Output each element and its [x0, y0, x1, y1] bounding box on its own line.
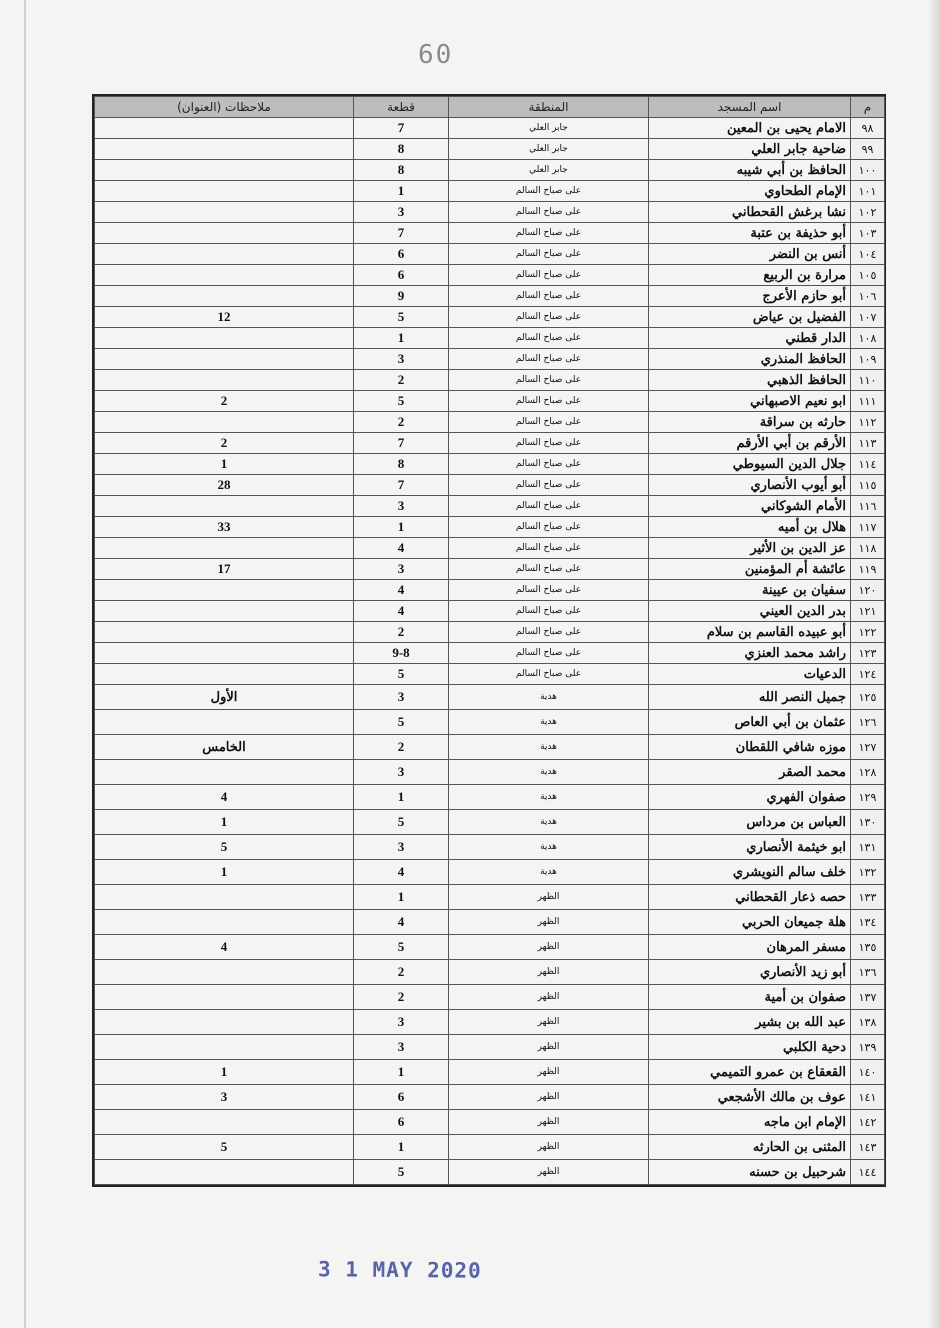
table-row — [95, 475, 885, 496]
cell-row-number: ١٢٨ — [851, 760, 885, 785]
cell-area-name: على صباح السالم — [449, 454, 649, 475]
cell-plot-number: 1 — [354, 517, 449, 538]
header-num: م — [851, 97, 885, 118]
cell-area-name: هدية — [449, 835, 649, 860]
cell-mosque-name: الدعيات — [649, 664, 851, 685]
table-row — [95, 985, 885, 1010]
cell-plot-number: 5 — [354, 935, 449, 960]
cell-plot-number: 2 — [354, 735, 449, 760]
cell-notes — [95, 223, 354, 244]
table-row — [95, 643, 885, 664]
cell-mosque-name: جلال الدين السيوطي — [649, 454, 851, 475]
cell-plot-number: 5 — [354, 307, 449, 328]
cell-row-number: ١٠١ — [851, 181, 885, 202]
cell-notes — [95, 118, 354, 139]
header-notes: ملاحظات (العنوان) — [95, 97, 354, 118]
cell-plot-number: 2 — [354, 412, 449, 433]
cell-area-name: هدية — [449, 785, 649, 810]
cell-notes — [95, 710, 354, 735]
cell-notes — [95, 244, 354, 265]
cell-mosque-name: الإمام الطحاوي — [649, 181, 851, 202]
cell-mosque-name: أبو عبيده القاسم بن سلام — [649, 622, 851, 643]
cell-mosque-name: عوف بن مالك الأشجعي — [649, 1085, 851, 1110]
cell-area-name: الظهر — [449, 1085, 649, 1110]
cell-area-name: على صباح السالم — [449, 412, 649, 433]
cell-area-name: جابر العلي — [449, 160, 649, 181]
cell-plot-number: 3 — [354, 496, 449, 517]
cell-mosque-name: حارثه بن سراقة — [649, 412, 851, 433]
cell-row-number: ١١٧ — [851, 517, 885, 538]
cell-row-number: ١٢٦ — [851, 710, 885, 735]
cell-plot-number: 3 — [354, 559, 449, 580]
table-row — [95, 307, 885, 328]
page-margin-line — [24, 0, 26, 1328]
cell-row-number: ١٣٤ — [851, 910, 885, 935]
cell-area-name: الظهر — [449, 885, 649, 910]
table-row — [95, 349, 885, 370]
cell-notes — [95, 202, 354, 223]
cell-mosque-name: محمد الصقر — [649, 760, 851, 785]
cell-notes — [95, 286, 354, 307]
cell-notes — [95, 328, 354, 349]
table-row — [95, 1035, 885, 1060]
cell-notes — [95, 1010, 354, 1035]
cell-plot-number: 3 — [354, 202, 449, 223]
cell-notes — [95, 370, 354, 391]
cell-mosque-name: دحية الكلبي — [649, 1035, 851, 1060]
cell-row-number: ١٠٢ — [851, 202, 885, 223]
cell-notes: الخامس — [95, 735, 354, 760]
cell-plot-number: 3 — [354, 685, 449, 710]
cell-row-number: ١٣٢ — [851, 860, 885, 885]
table-row — [95, 580, 885, 601]
table-row — [95, 601, 885, 622]
table-row — [95, 960, 885, 985]
table-row — [95, 935, 885, 960]
cell-area-name: الظهر — [449, 985, 649, 1010]
cell-plot-number: 3 — [354, 1035, 449, 1060]
cell-row-number: ١١١ — [851, 391, 885, 412]
table-row — [95, 454, 885, 475]
cell-area-name: هدية — [449, 810, 649, 835]
table-row — [95, 202, 885, 223]
cell-notes — [95, 643, 354, 664]
cell-row-number: ١٢٥ — [851, 685, 885, 710]
cell-row-number: ١٢٠ — [851, 580, 885, 601]
cell-mosque-name: الحافظ الذهبي — [649, 370, 851, 391]
cell-plot-number: 6 — [354, 1085, 449, 1110]
cell-notes — [95, 664, 354, 685]
cell-mosque-name: صفوان الفهري — [649, 785, 851, 810]
cell-area-name: على صباح السالم — [449, 496, 649, 517]
cell-plot-number: 4 — [354, 860, 449, 885]
cell-plot-number: 2 — [354, 960, 449, 985]
cell-row-number: ١١٣ — [851, 433, 885, 454]
table-row — [95, 118, 885, 139]
cell-mosque-name: أبو زيد الأنصاري — [649, 960, 851, 985]
table-row — [95, 910, 885, 935]
cell-plot-number: 4 — [354, 601, 449, 622]
table-row — [95, 328, 885, 349]
cell-mosque-name: جميل النصر الله — [649, 685, 851, 710]
cell-notes: 3 — [95, 1085, 354, 1110]
page-shadow-edge — [928, 0, 940, 1328]
cell-mosque-name: الحافظ المنذري — [649, 349, 851, 370]
table-row — [95, 885, 885, 910]
cell-notes — [95, 910, 354, 935]
cell-area-name: على صباح السالم — [449, 517, 649, 538]
cell-mosque-name: صفوان بن أمية — [649, 985, 851, 1010]
cell-notes — [95, 960, 354, 985]
cell-notes — [95, 160, 354, 181]
cell-area-name: هدية — [449, 860, 649, 885]
cell-area-name: على صباح السالم — [449, 370, 649, 391]
header-plot: قطعة — [354, 97, 449, 118]
cell-notes — [95, 1160, 354, 1185]
cell-area-name: الظهر — [449, 1110, 649, 1135]
table-row — [95, 1060, 885, 1085]
cell-area-name: جابر العلي — [449, 118, 649, 139]
cell-area-name: على صباح السالم — [449, 559, 649, 580]
cell-mosque-name: مرارة بن الربيع — [649, 265, 851, 286]
mosque-table-container — [92, 94, 886, 1187]
date-stamp: 3 1 MAY 2020 — [317, 1257, 482, 1283]
cell-plot-number: 3 — [354, 835, 449, 860]
cell-plot-number: 9 — [354, 286, 449, 307]
cell-row-number: ١٠٤ — [851, 244, 885, 265]
cell-row-number: ١٤٤ — [851, 1160, 885, 1185]
cell-plot-number: 9-8 — [354, 643, 449, 664]
cell-area-name: الظهر — [449, 1135, 649, 1160]
cell-notes — [95, 496, 354, 517]
cell-mosque-name: أبو حازم الأعرج — [649, 286, 851, 307]
cell-plot-number: 5 — [354, 710, 449, 735]
cell-row-number: ٩٨ — [851, 118, 885, 139]
cell-mosque-name: المثنى بن الحارثه — [649, 1135, 851, 1160]
cell-notes: 1 — [95, 810, 354, 835]
cell-plot-number: 1 — [354, 885, 449, 910]
cell-mosque-name: ضاحية جابر العلي — [649, 139, 851, 160]
cell-row-number: ١٤٠ — [851, 1060, 885, 1085]
cell-mosque-name: الدار قطني — [649, 328, 851, 349]
cell-plot-number: 3 — [354, 760, 449, 785]
cell-plot-number: 8 — [354, 160, 449, 181]
table-row — [95, 391, 885, 412]
cell-notes — [95, 1035, 354, 1060]
cell-mosque-name: ابو نعيم الاصبهاني — [649, 391, 851, 412]
cell-area-name: على صباح السالم — [449, 307, 649, 328]
table-body — [95, 118, 885, 1185]
cell-row-number: ١١٤ — [851, 454, 885, 475]
cell-area-name: على صباح السالم — [449, 328, 649, 349]
cell-row-number: ١٢٤ — [851, 664, 885, 685]
table-row — [95, 1110, 885, 1135]
cell-plot-number: 7 — [354, 118, 449, 139]
table-row — [95, 1135, 885, 1160]
cell-row-number: ١٣٩ — [851, 1035, 885, 1060]
cell-notes — [95, 265, 354, 286]
cell-row-number: ١٢٢ — [851, 622, 885, 643]
cell-area-name: الظهر — [449, 1035, 649, 1060]
cell-notes: 4 — [95, 935, 354, 960]
cell-area-name: الظهر — [449, 910, 649, 935]
table-row — [95, 835, 885, 860]
cell-notes — [95, 139, 354, 160]
cell-area-name: هدية — [449, 760, 649, 785]
table-row — [95, 685, 885, 710]
table-row — [95, 622, 885, 643]
table-row — [95, 370, 885, 391]
cell-mosque-name: عز الدين بن الأثير — [649, 538, 851, 559]
cell-notes — [95, 985, 354, 1010]
cell-mosque-name: بدر الدين العيني — [649, 601, 851, 622]
cell-row-number: ١٣٧ — [851, 985, 885, 1010]
cell-row-number: ٩٩ — [851, 139, 885, 160]
table-row — [95, 538, 885, 559]
table-row — [95, 139, 885, 160]
cell-plot-number: 8 — [354, 139, 449, 160]
cell-notes — [95, 1110, 354, 1135]
cell-area-name: على صباح السالم — [449, 223, 649, 244]
cell-area-name: الظهر — [449, 1060, 649, 1085]
table-row — [95, 244, 885, 265]
cell-mosque-name: العباس بن مرداس — [649, 810, 851, 835]
cell-row-number: ١٣٣ — [851, 885, 885, 910]
cell-row-number: ١٤٣ — [851, 1135, 885, 1160]
cell-row-number: ١١٠ — [851, 370, 885, 391]
cell-plot-number: 6 — [354, 244, 449, 265]
cell-mosque-name: هلة جميعان الحربي — [649, 910, 851, 935]
table-row — [95, 517, 885, 538]
cell-row-number: ١٠٨ — [851, 328, 885, 349]
table-row — [95, 810, 885, 835]
cell-mosque-name: سفيان بن عيينة — [649, 580, 851, 601]
cell-area-name: على صباح السالم — [449, 622, 649, 643]
cell-mosque-name: ابو خيثمة الأنصاري — [649, 835, 851, 860]
cell-row-number: ١٣٥ — [851, 935, 885, 960]
cell-row-number: ١٣٠ — [851, 810, 885, 835]
cell-plot-number: 1 — [354, 181, 449, 202]
header-area: المنطقة — [449, 97, 649, 118]
cell-row-number: ١١٩ — [851, 559, 885, 580]
cell-notes: 33 — [95, 517, 354, 538]
cell-area-name: على صباح السالم — [449, 349, 649, 370]
cell-notes — [95, 885, 354, 910]
cell-row-number: ١٢١ — [851, 601, 885, 622]
table-row — [95, 496, 885, 517]
cell-area-name: على صباح السالم — [449, 244, 649, 265]
cell-row-number: ١٤٢ — [851, 1110, 885, 1135]
cell-row-number: ١٣١ — [851, 835, 885, 860]
cell-plot-number: 3 — [354, 1010, 449, 1035]
cell-area-name: على صباح السالم — [449, 580, 649, 601]
cell-mosque-name: الأرقم بن أبي الأرقم — [649, 433, 851, 454]
mosque-table — [94, 96, 885, 1185]
cell-row-number: ١١٢ — [851, 412, 885, 433]
table-row — [95, 1010, 885, 1035]
cell-plot-number: 4 — [354, 580, 449, 601]
cell-mosque-name: راشد محمد العنزي — [649, 643, 851, 664]
cell-area-name: الظهر — [449, 935, 649, 960]
table-row — [95, 265, 885, 286]
cell-area-name: على صباح السالم — [449, 433, 649, 454]
cell-area-name: هدية — [449, 685, 649, 710]
cell-plot-number: 2 — [354, 370, 449, 391]
cell-mosque-name: عثمان بن أبي العاص — [649, 710, 851, 735]
cell-row-number: ١٢٩ — [851, 785, 885, 810]
cell-mosque-name: الإمام ابن ماجه — [649, 1110, 851, 1135]
cell-area-name: على صباح السالم — [449, 643, 649, 664]
cell-plot-number: 4 — [354, 910, 449, 935]
table-row — [95, 1160, 885, 1185]
cell-notes: 12 — [95, 307, 354, 328]
cell-mosque-name: الامام يحيى بن المعين — [649, 118, 851, 139]
table-header-row — [95, 97, 885, 118]
table-row — [95, 286, 885, 307]
cell-row-number: ١٢٧ — [851, 735, 885, 760]
cell-notes: 4 — [95, 785, 354, 810]
cell-plot-number: 1 — [354, 328, 449, 349]
cell-mosque-name: عائشة أم المؤمنين — [649, 559, 851, 580]
cell-notes: 1 — [95, 454, 354, 475]
cell-area-name: على صباح السالم — [449, 601, 649, 622]
table-row — [95, 412, 885, 433]
cell-notes: 5 — [95, 1135, 354, 1160]
cell-plot-number: 6 — [354, 1110, 449, 1135]
cell-notes — [95, 601, 354, 622]
cell-plot-number: 8 — [354, 454, 449, 475]
cell-area-name: على صباح السالم — [449, 181, 649, 202]
cell-plot-number: 5 — [354, 810, 449, 835]
cell-row-number: ١١٨ — [851, 538, 885, 559]
cell-notes: 17 — [95, 559, 354, 580]
cell-row-number: ١٠٧ — [851, 307, 885, 328]
cell-plot-number: 2 — [354, 622, 449, 643]
cell-row-number: ١١٥ — [851, 475, 885, 496]
cell-row-number: ١١٦ — [851, 496, 885, 517]
cell-notes — [95, 181, 354, 202]
cell-notes: 28 — [95, 475, 354, 496]
cell-area-name: جابر العلي — [449, 139, 649, 160]
cell-notes — [95, 412, 354, 433]
cell-mosque-name: القعقاع بن عمرو التميمي — [649, 1060, 851, 1085]
cell-notes — [95, 622, 354, 643]
cell-plot-number: 1 — [354, 1060, 449, 1085]
cell-notes — [95, 760, 354, 785]
cell-row-number: ١٠٠ — [851, 160, 885, 181]
cell-mosque-name: شرحبيل بن حسنه — [649, 1160, 851, 1185]
cell-mosque-name: خلف سالم النويشري — [649, 860, 851, 885]
cell-area-name: على صباح السالم — [449, 475, 649, 496]
cell-plot-number: 4 — [354, 538, 449, 559]
cell-area-name: على صباح السالم — [449, 265, 649, 286]
cell-area-name: هدية — [449, 710, 649, 735]
table-row — [95, 760, 885, 785]
cell-notes: 2 — [95, 391, 354, 412]
table-row — [95, 1085, 885, 1110]
header-mosque-name: اسم المسجد — [649, 97, 851, 118]
table-row — [95, 860, 885, 885]
cell-mosque-name: الحافظ بن أبي شيبه — [649, 160, 851, 181]
cell-area-name: الظهر — [449, 960, 649, 985]
cell-mosque-name: عبد الله بن بشير — [649, 1010, 851, 1035]
cell-mosque-name: أبو حذيفة بن عتبة — [649, 223, 851, 244]
cell-area-name: هدية — [449, 735, 649, 760]
cell-row-number: ١٣٨ — [851, 1010, 885, 1035]
cell-plot-number: 1 — [354, 785, 449, 810]
cell-mosque-name: الفضيل بن عياض — [649, 307, 851, 328]
cell-mosque-name: نشا برغش القحطاني — [649, 202, 851, 223]
cell-notes: 5 — [95, 835, 354, 860]
cell-row-number: ١٢٣ — [851, 643, 885, 664]
table-row — [95, 710, 885, 735]
cell-area-name: على صباح السالم — [449, 202, 649, 223]
cell-mosque-name: هلال بن أميه — [649, 517, 851, 538]
cell-mosque-name: حصه ذعار القحطاني — [649, 885, 851, 910]
cell-plot-number: 1 — [354, 1135, 449, 1160]
cell-area-name: على صباح السالم — [449, 286, 649, 307]
cell-area-name: الظهر — [449, 1010, 649, 1035]
cell-row-number: ١٠٥ — [851, 265, 885, 286]
table-row — [95, 785, 885, 810]
table-row — [95, 181, 885, 202]
cell-row-number: ١٠٦ — [851, 286, 885, 307]
cell-notes — [95, 580, 354, 601]
cell-mosque-name: مسفر المرهان — [649, 935, 851, 960]
table-row — [95, 160, 885, 181]
cell-plot-number: 7 — [354, 475, 449, 496]
cell-area-name: الظهر — [449, 1160, 649, 1185]
cell-plot-number: 7 — [354, 433, 449, 454]
table-row — [95, 559, 885, 580]
cell-row-number: ١٤١ — [851, 1085, 885, 1110]
cell-plot-number: 6 — [354, 265, 449, 286]
cell-plot-number: 5 — [354, 664, 449, 685]
cell-plot-number: 3 — [354, 349, 449, 370]
cell-mosque-name: أنس بن النضر — [649, 244, 851, 265]
cell-area-name: على صباح السالم — [449, 538, 649, 559]
page-number: 60 — [418, 40, 454, 70]
cell-mosque-name: موزه شافي اللقطان — [649, 735, 851, 760]
cell-row-number: ١٠٣ — [851, 223, 885, 244]
cell-area-name: على صباح السالم — [449, 391, 649, 412]
cell-notes: 1 — [95, 860, 354, 885]
cell-notes — [95, 538, 354, 559]
cell-notes: 2 — [95, 433, 354, 454]
cell-plot-number: 5 — [354, 391, 449, 412]
cell-plot-number: 2 — [354, 985, 449, 1010]
cell-notes: 1 — [95, 1060, 354, 1085]
cell-plot-number: 7 — [354, 223, 449, 244]
cell-mosque-name: الأمام الشوكاني — [649, 496, 851, 517]
cell-notes — [95, 349, 354, 370]
table-row — [95, 735, 885, 760]
cell-row-number: ١٣٦ — [851, 960, 885, 985]
cell-plot-number: 5 — [354, 1160, 449, 1185]
cell-notes: الأول — [95, 685, 354, 710]
cell-row-number: ١٠٩ — [851, 349, 885, 370]
table-row — [95, 433, 885, 454]
table-row — [95, 664, 885, 685]
cell-mosque-name: أبو أيوب الأنصاري — [649, 475, 851, 496]
cell-area-name: على صباح السالم — [449, 664, 649, 685]
table-row — [95, 223, 885, 244]
